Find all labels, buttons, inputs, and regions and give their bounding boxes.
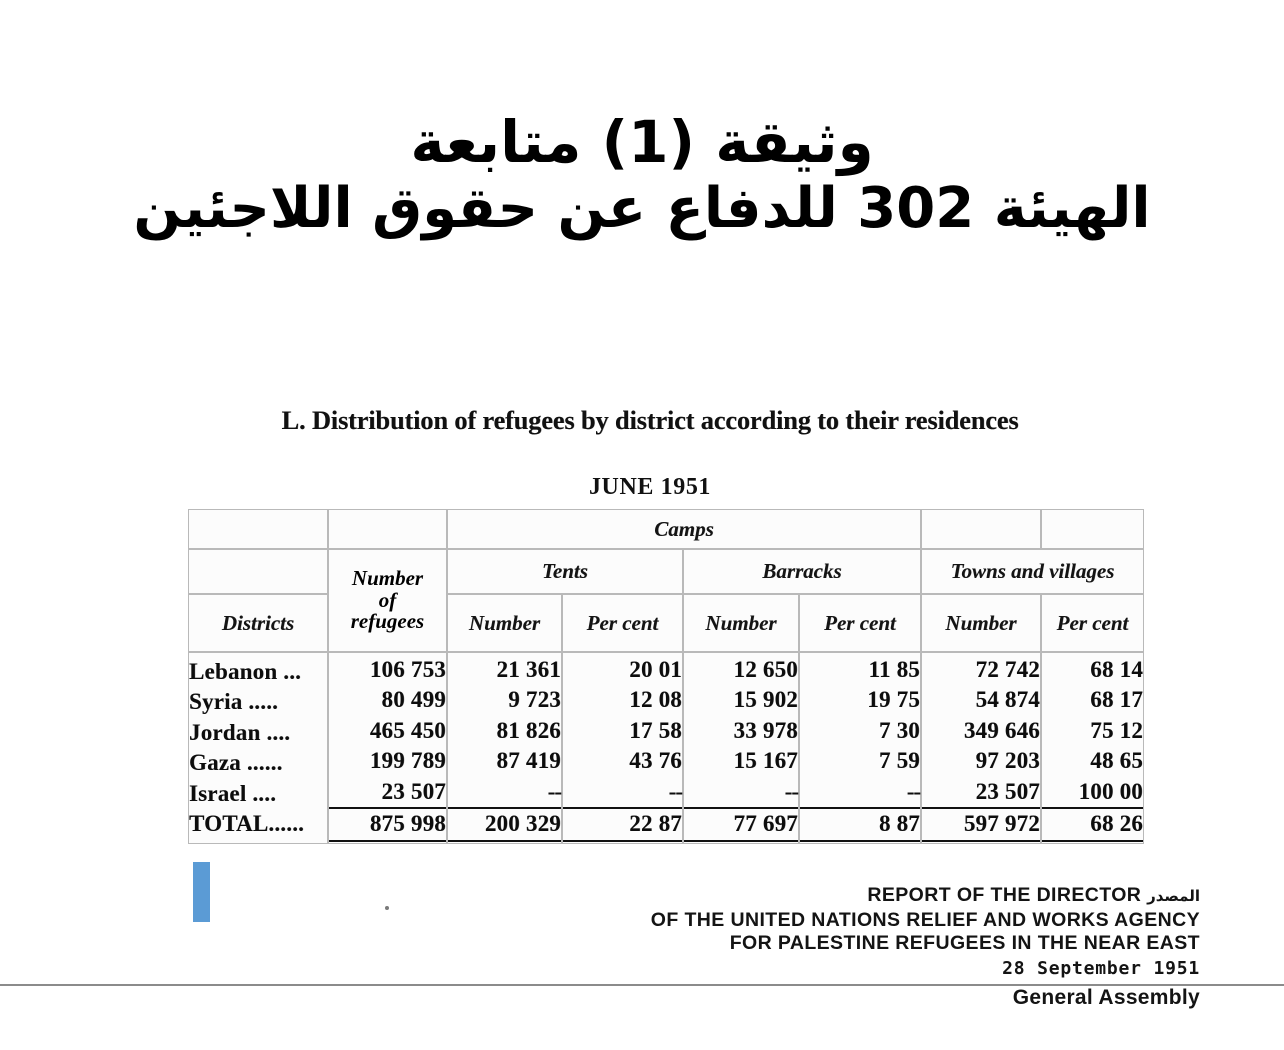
cell-value: 875 998: [329, 809, 446, 842]
cell-value: 33 978: [733, 717, 798, 743]
cell-value: --: [563, 777, 682, 810]
cell-value: 77 697: [684, 809, 798, 842]
cell-value: --: [448, 777, 561, 810]
cell-districts: [188, 652, 328, 844]
header-tents-number: Number: [447, 594, 562, 652]
cell-value: --: [800, 777, 920, 810]
cell-value: 75 12: [1090, 717, 1144, 743]
cell-value: TOTAL......: [189, 811, 305, 836]
cell-value: 9 723: [508, 687, 561, 712]
cell-value: 12 08: [629, 687, 682, 712]
cell-value: 100 00: [1042, 777, 1143, 810]
source-date: 28 September 1951: [1002, 958, 1200, 979]
cell-value: 21 361: [496, 656, 561, 682]
document-heading: L. Distribution of refugees by district according to their residences: [281, 405, 1019, 435]
cell-value: 199 789: [369, 748, 446, 773]
cell-value: Gaza ......: [189, 750, 283, 775]
column-values-tents-number: [448, 655, 561, 842]
cell-value: 80 499: [381, 687, 446, 712]
cell-value: 20 01: [629, 656, 682, 682]
cell-value: 48 65: [1090, 748, 1144, 773]
cell-barracks-number: [683, 652, 799, 844]
column-values-barracks-number: [684, 655, 798, 842]
header-towns-number: Number: [921, 594, 1041, 652]
cell-value: 12 650: [733, 656, 798, 682]
header-barracks-per-cent: Per cent: [799, 594, 921, 652]
cell-value: 97 203: [975, 748, 1041, 773]
cell-value: 23 507: [329, 777, 446, 810]
cell-value: 68 14: [1090, 656, 1144, 682]
header-barracks-number: Number: [683, 594, 799, 652]
header-number-of-refugees-line2: of: [378, 587, 397, 612]
header-towns-per-cent: Per cent: [1041, 594, 1144, 652]
cell-value: --: [684, 777, 798, 810]
document-subheading: JUNE 1951: [588, 474, 712, 500]
cell-number-of-refugees: [328, 652, 447, 844]
column-values-towns-per-cent: [1042, 655, 1143, 842]
cell-value: 68 26: [1042, 809, 1143, 842]
header-number-of-refugees-line3: refugees: [350, 609, 425, 634]
header-tents-per-cent: Per cent: [562, 594, 683, 652]
cell-value: 349 646: [963, 717, 1041, 743]
cell-value: 72 742: [975, 656, 1041, 682]
cell-towns-per-cent: [1041, 652, 1144, 844]
cell-value: Lebanon ...: [189, 658, 302, 684]
column-values-tents-per-cent: [563, 655, 682, 842]
cell-tents-number: [447, 652, 562, 844]
cell-value: 15 902: [733, 687, 798, 712]
slide-title-line-1: وثيقة (1) متابعة: [410, 108, 874, 176]
cell-barracks-per-cent: [799, 652, 921, 844]
cell-value: Jordan ....: [189, 719, 291, 745]
cell-value: 43 76: [629, 748, 682, 773]
cell-value: 7 59: [878, 748, 921, 773]
source-line-2: OF THE UNITED NATIONS RELIEF AND WORKS AGENCY: [650, 908, 1200, 931]
cell-value: 200 329: [448, 809, 561, 842]
column-values-number-of-refugees: [329, 655, 446, 842]
header-blank-districts: [188, 509, 328, 549]
cell-value: 8 87: [800, 809, 920, 842]
cell-value: 11 85: [868, 656, 921, 682]
table-header-row-groups: [188, 509, 1144, 549]
header-group-barracks: Barracks: [683, 549, 921, 594]
cell-towns-number: [921, 652, 1041, 844]
cell-value: 15 167: [733, 748, 798, 773]
table-header-row-subgroups: [188, 549, 1144, 594]
cell-value: 68 17: [1090, 687, 1144, 712]
cell-value: 7 30: [878, 717, 921, 743]
column-values-districts: [189, 657, 327, 840]
header-group-towns-and-villages: Towns and villages: [921, 549, 1144, 594]
source-line-3: FOR PALESTINE REFUGEES IN THE NEAR EAST: [729, 932, 1200, 954]
header-number-of-refugees-line1: Number: [351, 566, 424, 591]
cell-value: 17 58: [629, 717, 682, 743]
refugee-distribution-table: [188, 509, 1144, 844]
cell-value: 597 972: [922, 809, 1040, 842]
cell-value: 81 826: [496, 717, 561, 743]
slide-title: [60, 108, 1224, 243]
column-values-barracks-per-cent: [800, 655, 920, 842]
cell-value: 19 75: [867, 687, 921, 712]
cell-value: 23 507: [922, 777, 1040, 810]
source-citation: [540, 884, 1200, 956]
column-values-towns-number: [922, 655, 1040, 842]
slide-title-line-2: الهيئة 302 للدفاع عن حقوق اللاجئين: [133, 176, 1151, 242]
header-group-camps: Camps: [447, 509, 921, 549]
source-line-1: [540, 884, 1200, 909]
scan-speck: [385, 906, 389, 910]
cell-value: 22 87: [563, 809, 682, 842]
cell-value: Syria .....: [189, 689, 279, 714]
cell-value: 106 753: [369, 656, 446, 682]
table-body-row: [188, 652, 1144, 844]
source-label-arabic: المصدر: [1147, 887, 1200, 905]
header-districts: Districts: [188, 594, 328, 652]
header-blank-towns-number: [921, 509, 1041, 549]
cell-value: Israel ....: [189, 780, 277, 806]
header-group-tents: Tents: [447, 549, 683, 594]
cell-tents-per-cent: [562, 652, 683, 844]
cell-value: 465 450: [369, 717, 446, 743]
cell-value: 87 419: [496, 748, 561, 773]
general-assembly-label: General Assembly: [1012, 986, 1200, 1009]
header-number-of-refugees: [328, 549, 447, 652]
header-blank-number-of-refugees: [328, 509, 447, 549]
cell-value: 54 874: [975, 687, 1041, 712]
blue-accent-bar: [193, 862, 210, 922]
source-line-1-text: REPORT OF THE DIRECTOR: [867, 884, 1142, 906]
header-blank-districts-2: [188, 549, 328, 594]
header-blank-towns-percent: [1041, 509, 1144, 549]
